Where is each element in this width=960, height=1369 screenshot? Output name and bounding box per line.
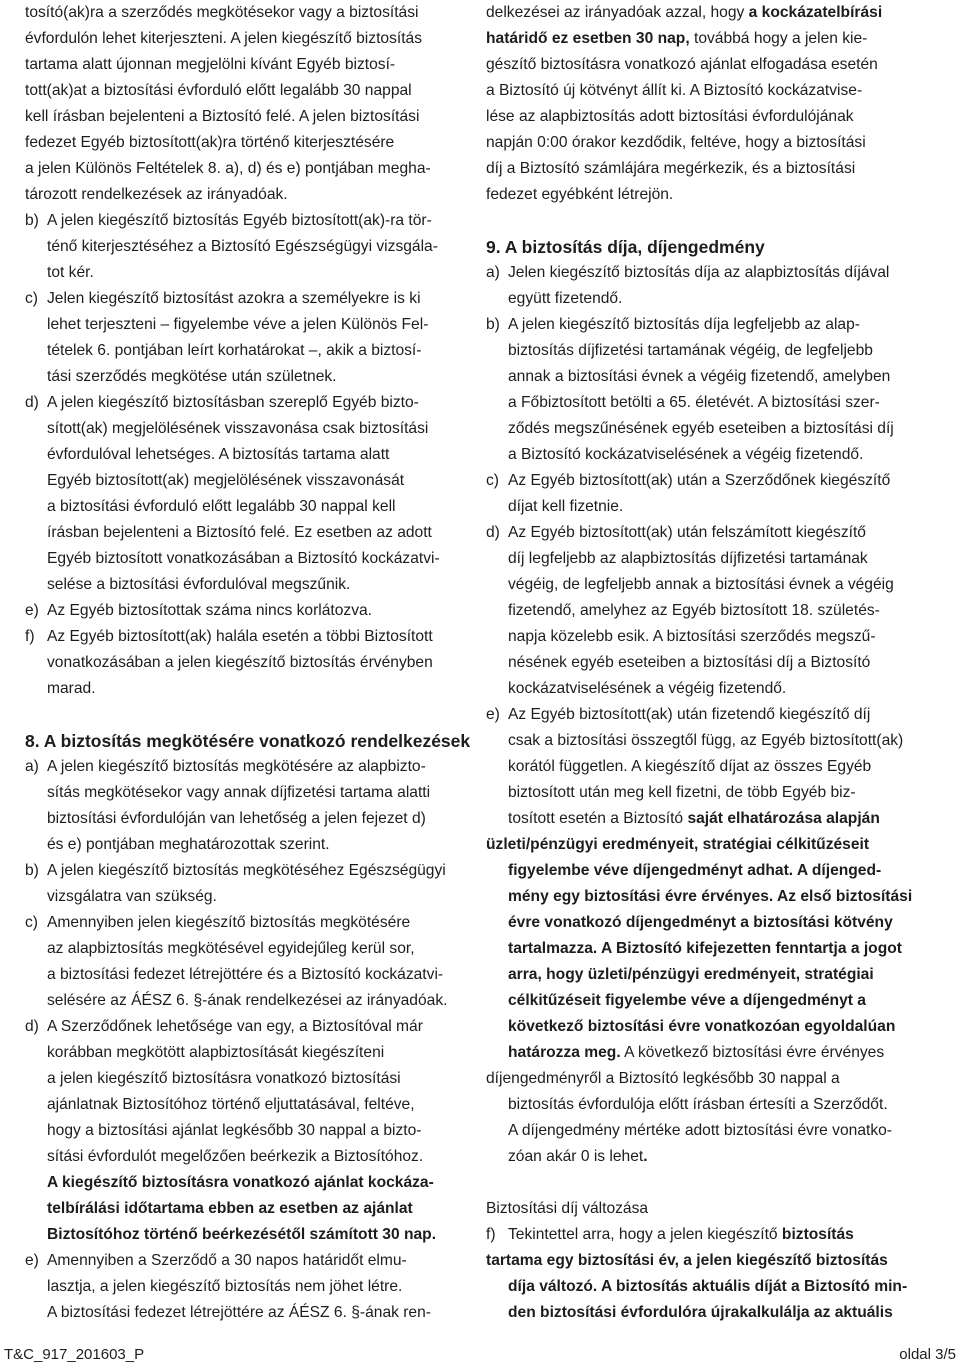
item-label: d) [25, 1018, 39, 1035]
text-line: csak a biztosítási összegtől függ, az Egyéb biztosított(ak) [508, 732, 904, 749]
text-line: nésének egyéb eseteiben a biztosítási díj a Biztosító [508, 654, 871, 671]
text-line [25, 858, 455, 884]
list-item [486, 312, 936, 468]
text-line: biztosított után meg kell fizetni, de több Egyéb biz- [508, 784, 856, 801]
text-line: figyelembe véve díjengedményt adhat. A díjenged- [508, 862, 882, 879]
text-line: Egyéb biztosított vonatkozásában a Biztosító kockázatvi- [47, 550, 440, 567]
text-line: végéig, de legfeljebb annak a biztosítási évnek a végéig [508, 576, 894, 593]
text-line: arra, hogy üzleti/pénzügyi eredményeit, stratégiai [508, 966, 874, 983]
text-run: Amennyiben a Szerződő a 30 napos határidőt elmu- [47, 1252, 407, 1269]
text-line [486, 702, 936, 728]
text-line [486, 520, 936, 546]
item-label: c) [25, 914, 38, 931]
text-run-bold: saját elhatározása alapján [687, 810, 880, 827]
list-item [486, 520, 936, 702]
text-line: üzleti/pénzügyi eredményeit, stratégiai célkitűzéseit [486, 836, 870, 853]
text-line: mény egy biztosítási évre érvényes. Az első biztosítási [508, 888, 913, 905]
text-line: tartalmazza. A Biztosító kifejezetten fenntartja a jogot [508, 940, 902, 957]
list-item [25, 624, 455, 702]
text-line: ződés megszűnésének egyéb eseteiben a biztosítási díj [508, 420, 894, 437]
text-line [25, 624, 455, 650]
text-line: évre vonatkozó díjengedményt a biztosítási kötvény [508, 914, 893, 931]
text-line: kell írásban bejelenteni a Biztosító felé. A jelen biztosítási [25, 108, 420, 125]
text-run: A jelen kiegészítő biztosítás díja legfeljebb az alap- [508, 316, 860, 333]
text-line: a biztosítási fedezet létrejöttére és a Biztosító kockázatvi- [47, 966, 444, 983]
text-run: Jelen kiegészítő biztosítást azokra a személyekre is ki [47, 290, 421, 307]
text-line [486, 1040, 936, 1066]
text-line: lasztja, a jelen kiegészítő biztosítás nem jöhet létre. [47, 1278, 403, 1295]
list-item [25, 208, 455, 286]
text-line: tosító(ak)ra a szerződés megkötésekor vagy a biztosítási [25, 4, 419, 21]
text-line: tási szerződés megkötése után születnek. [47, 368, 337, 385]
text-line: díj legfeljebb az alapbiztosítás díjfizetési tartamának [508, 550, 868, 567]
text-line: A biztosítási fedezet létrejöttére az ÁÉSZ 6. §-ának ren- [47, 1304, 431, 1321]
item-label: d) [486, 524, 500, 541]
text-line: gészítő biztosításra vonatkozó ajánlat elfogadása esetén [486, 56, 878, 73]
text-line: díjat kell fizetnie. [508, 498, 624, 515]
text-line: tot kér. [47, 264, 94, 281]
item-label: e) [486, 706, 500, 723]
text-line: tartama alatt újonnan megjelölni kívánt Egyéb biztosí- [25, 56, 396, 73]
subheading-premium-change: Biztosítási díj változása [486, 1200, 649, 1217]
list-item [25, 910, 455, 1014]
text-line: fedezet Egyéb biztosított(ak)ra történő kiterjesztésére [25, 134, 395, 151]
item-label: c) [486, 472, 499, 489]
text-line [486, 806, 936, 832]
section-9-heading: 9. A biztosítás díja, díjengedmény [486, 237, 765, 257]
continuation-paragraph [486, 52, 936, 208]
text-run: A jelen kiegészítő biztosítás megkötéséhez Egészségügyi [47, 862, 446, 879]
text-run-bold: . [643, 1148, 648, 1165]
text-line [25, 754, 455, 780]
text-line [25, 598, 455, 624]
section-7-items [25, 208, 455, 702]
list-item [25, 390, 455, 598]
text-line: biztosítás díjfizetési tartamának végéig, de legfeljebb [508, 342, 873, 359]
text-line: a biztosítási évforduló előtt legalább 30 nappal kell [47, 498, 396, 515]
left-column [25, 0, 471, 1326]
text-line: díja változó. A biztosítás aktuális díját a Biztosító min- [508, 1278, 908, 1295]
text-line: ténő kiterjesztéséhez a Biztosító Egészségügyi vizsgála- [47, 238, 438, 255]
item-label: a) [25, 758, 39, 775]
section-9-items [486, 260, 936, 702]
text-run: delkezései az irányadóak azzal, hogy [486, 4, 749, 21]
text-line: sítás megkötésekor vagy annak díjfizetési tartama alatti [47, 784, 431, 801]
text-line: a jelen Különös Feltételek 8. a), d) és e) pontjában megha- [25, 160, 431, 177]
text-line: hogy a biztosítási ajánlat legkésőbb 30 nappal a bizto- [47, 1122, 422, 1139]
text-line: kockázatviselésének a végéig fizetendő. [508, 680, 787, 697]
text-line [25, 910, 455, 936]
text-line: ajánlatnak Biztosítóhoz történő eljuttatásával, feltéve, [47, 1096, 415, 1113]
text-line: napja közelebb esik. A biztosítási szerződés megszű- [508, 628, 876, 645]
text-line [486, 1222, 936, 1248]
text-run-bold: határozza meg. [508, 1044, 621, 1061]
right-column [486, 0, 936, 1326]
text-line: az alapbiztosítás megkötésével egyidejűleg kerül sor, [47, 940, 415, 957]
text-line: tartama egy biztosítási év, a jelen kiegészítő biztosítás [486, 1252, 888, 1269]
list-item-f [486, 1222, 936, 1326]
text-run: Jelen kiegészítő biztosítás díja az alapbiztosítás díjával [508, 264, 890, 281]
text-line: vizsgálatra van szükség. [47, 888, 217, 905]
list-item [486, 468, 936, 520]
text-line: biztosítás évfordulója előtt írásban értesíti a Szerződőt. [508, 1096, 888, 1113]
item-label: f) [25, 628, 35, 645]
text-run: A Szerződőnek lehetősége van egy, a Biztosítóval már [47, 1018, 423, 1035]
text-line [486, 312, 936, 338]
text-line: tározott rendelkezések az irányadóak. [25, 186, 288, 203]
text-line: lése az alapbiztosítás adott biztosítási évfordulójának [486, 108, 854, 125]
continuation-line [486, 26, 936, 52]
text-run: A következő biztosítási évre érvényes [620, 1044, 885, 1061]
text-line: korától független. A kiegészítő díjat az összes Egyéb [508, 758, 872, 775]
text-line [25, 208, 455, 234]
text-line: a Biztosító új kötvényt állít ki. A Biztosító kockázatvise- [486, 82, 863, 99]
intro-paragraph [25, 0, 455, 208]
text-line [25, 1014, 455, 1040]
text-line: fizetendő, amelyhez az Egyéb biztosított 18. születés- [508, 602, 880, 619]
text-line: selése a biztosítási évfordulóval megszűnik. [47, 576, 351, 593]
text-line: den biztosítási évfordulóra újrakalkulálja az aktuális [508, 1304, 893, 1321]
item-label: f) [486, 1226, 496, 1243]
text-line: a Főbiztosított betölti a 65. életévét. A biztosítási szer- [508, 394, 880, 411]
text-line: tott(ak)at a biztosítási évforduló előtt legalább 30 nappal [25, 82, 412, 99]
text-line: a Biztosító kockázatviselésének a végéig fizetendő. [508, 446, 864, 463]
text-line: és e) pontjában meghatározottak szerint. [47, 836, 330, 853]
text-run: tosított esetén a Biztosító [508, 810, 688, 827]
page-number: oldal 3/5 [899, 1346, 956, 1363]
text-line: fedezet egyébként létrejön. [486, 186, 674, 203]
text-line: évfordulóval lehetséges. A biztosítás tartama alatt [47, 446, 390, 463]
text-line: évfordulón lehet kiterjeszteni. A jelen kiegészítő biztosítás [25, 30, 423, 47]
list-item [25, 1248, 455, 1326]
text-line: a jelen kiegészítő biztosításra vonatkozó biztosítási [47, 1070, 401, 1087]
text-line: sítási évfordulót megelőzően beérkezik a Biztosítóhoz. [47, 1148, 424, 1165]
text-line [486, 468, 936, 494]
text-line: vonatkozásában a jelen kiegészítő biztosítás érvényben [47, 654, 433, 671]
text-run: Amennyiben jelen kiegészítő biztosítás megkötésére [47, 914, 411, 931]
section-8-heading: 8. A biztosítás megkötésére vonatkozó rendelkezések [25, 731, 471, 751]
list-item-e [486, 702, 936, 1170]
text-line-bold: Biztosítóhoz történő beérkezésétől számított 30 nap. [47, 1226, 437, 1243]
text-line: írásban bejelenteni a Biztosító felé. Ez esetben az adott [47, 524, 432, 541]
item-label: a) [486, 264, 500, 281]
text-line: célkitűzéseit figyelembe véve a díjengedményt a [508, 992, 866, 1009]
text-line: tételek 6. pontjában leírt korhatárokat –, akik a biztosí- [47, 342, 422, 359]
text-line: díj a Biztosító számlájára megérkezik, és a biztosítási [486, 160, 856, 177]
text-run: Tekintettel arra, hogy a jelen kiegészítő [508, 1226, 782, 1243]
text-line: együtt fizetendő. [508, 290, 623, 307]
item-label: c) [25, 290, 38, 307]
item-label: e) [25, 1252, 39, 1269]
text-run: továbbá hogy a jelen kie- [689, 30, 868, 47]
text-line: Egyéb biztosított(ak) megjelölésének visszavonását [47, 472, 405, 489]
text-run-bold: a kockázatelbírási [748, 4, 883, 21]
text-line: következő biztosítási évre vonatkozóan egyoldalúan [508, 1018, 896, 1035]
item-label: e) [25, 602, 39, 619]
text-line-bold: telbírálási időtartama ebben az esetben az ajánlat [47, 1200, 413, 1217]
item-label: b) [486, 316, 500, 333]
text-line: korábban megkötött alapbiztosítását kiegészíteni [47, 1044, 385, 1061]
list-item [486, 260, 936, 312]
list-item [25, 754, 455, 858]
text-run: Az Egyéb biztosított(ak) halála esetén a többi Biztosított [47, 628, 433, 645]
text-line [486, 260, 936, 286]
text-run: Az Egyéb biztosítottak száma nincs korlátozva. [47, 602, 373, 619]
list-item [25, 1014, 455, 1248]
item-label: d) [25, 394, 39, 411]
text-line: díjengedményről a Biztosító legkésőbb 30 nappal a [486, 1070, 840, 1087]
text-line: annak a biztosítási évnek a végéig fizetendő, amelyben [508, 368, 891, 385]
text-line [486, 1144, 936, 1170]
text-line-bold: A kiegészítő biztosításra vonatkozó ajánlat kockáza- [47, 1174, 434, 1191]
list-item [25, 858, 455, 910]
text-run: Az Egyéb biztosított(ak) után a Szerződőnek kiegészítő [508, 472, 891, 489]
text-run-bold: biztosítás [781, 1226, 854, 1243]
section-8-items [25, 754, 455, 1326]
text-run-bold: határidő ez esetben 30 nap, [486, 30, 690, 47]
text-line [25, 286, 455, 312]
text-line: selésére az ÁÉSZ 6. §-ának rendelkezései az irányadóak. [47, 992, 448, 1009]
text-line [25, 390, 455, 416]
text-run: Az Egyéb biztosított(ak) után fizetendő kiegészítő díj [508, 706, 871, 723]
text-line: sított(ak) megjelölésének visszavonása csak biztosítási [47, 420, 429, 437]
text-run: A jelen kiegészítő biztosítás megkötésére az alapbizto- [47, 758, 426, 775]
text-line: lehet terjeszteni – figyelembe véve a jelen Különös Fel- [47, 316, 429, 333]
text-run: A jelen kiegészítő biztosítás Egyéb biztosított(ak)-ra tör- [47, 212, 432, 229]
text-line: biztosítási évfordulóján van lehetőség a jelen fejezet d) [47, 810, 426, 827]
item-label: b) [25, 212, 39, 229]
item-label: b) [25, 862, 39, 879]
text-line: marad. [47, 680, 96, 697]
text-run: zóan akár 0 is lehet [508, 1148, 644, 1165]
continuation-line [486, 0, 936, 26]
text-run: A jelen kiegészítő biztosításban szereplő Egyéb bizto- [47, 394, 419, 411]
list-item [25, 598, 455, 624]
text-line: A díjengedmény mértéke adott biztosítási évre vonatko- [508, 1122, 892, 1139]
text-line [25, 1248, 455, 1274]
text-line: napján 0:00 órakor kezdődik, feltéve, hogy a biztosítási [486, 134, 866, 151]
document-code: T&C_917_201603_P [4, 1346, 145, 1363]
list-item [25, 286, 455, 390]
text-run: Az Egyéb biztosított(ak) után felszámított kiegészítő [508, 524, 866, 541]
